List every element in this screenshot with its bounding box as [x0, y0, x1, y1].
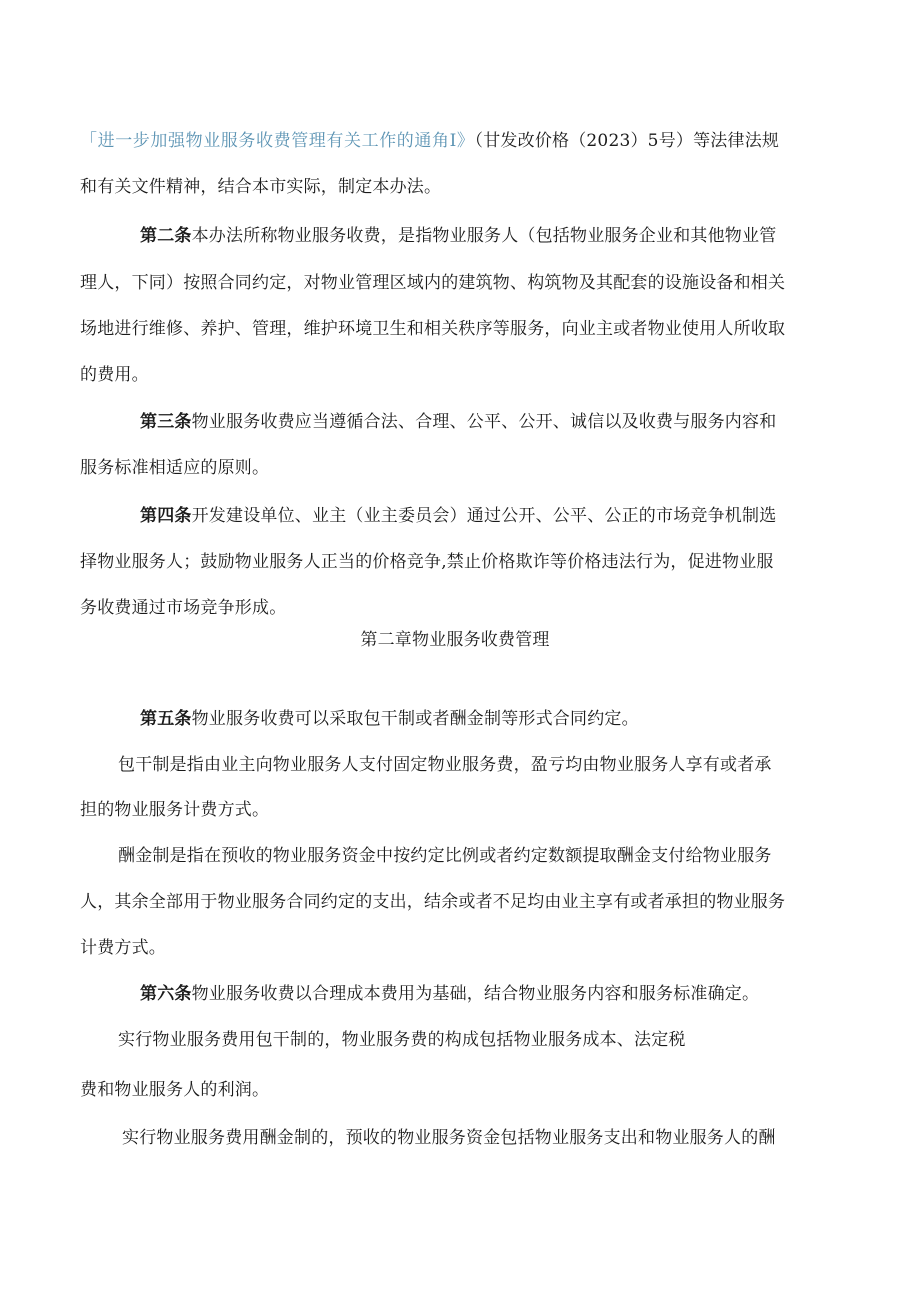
notice-title-link[interactable]: 「进一步加强物业服务收费管理有关工作的通角I》 [80, 131, 475, 151]
article-2-text: 本办法所称物业服务收费，是指物业服务人（包括物业服务企业和其他物业管 [191, 226, 777, 246]
article-3-line-2: 服务标准相适应的原则。 [80, 458, 270, 478]
chapter-2-heading: 第二章物业服务收费管理 [360, 630, 550, 650]
article-5-text: 物业服务收费可以采取包干制或者酬金制等形式合同约定。 [191, 709, 639, 729]
article-6-text: 物业服务收费以合理成本费用为基础，结合物业服务内容和服务标准确定。 [191, 984, 760, 1004]
remuneration-cost-line-1: 实行物业服务费用酬金制的，预收的物业服务资金包括物业服务支出和物业服务人的酬 [122, 1128, 776, 1148]
article-3-text: 物业服务收费应当遵循合法、合理、公平、公开、诚信以及收费与服务内容和 [191, 412, 777, 432]
article-3-line-1 [140, 411, 776, 433]
article-2-label: 第二条 [140, 226, 192, 246]
remuneration-para-line-3: 计费方式。 [80, 938, 166, 958]
intro-line-1 [80, 130, 779, 152]
article-5-line-1 [140, 708, 639, 730]
intro-line-1-rest: （甘发改价格（2023）5号）等法律法规 [474, 131, 780, 151]
article-2-line-1 [140, 225, 776, 247]
article-2-line-3: 场地进行维修、养护、管理，维护环境卫生和相关秩序等服务，向业主或者物业使用人所收取 [80, 319, 786, 339]
article-4-text: 开发建设单位、业主（业主委员会）通过公开、公平、公正的市场竞争机制选 [191, 506, 777, 526]
lump-sum-cost-line-2: 费和物业服务人的利润。 [80, 1080, 270, 1100]
article-6-line-1 [140, 983, 759, 1005]
remuneration-para-line-2: 人，其余全部用于物业服务合同约定的支出，结余或者不足均由业主享有或者承担的物业服务 [80, 892, 786, 912]
lump-sum-para-line-1: 包干制是指由业主向物业服务人支付固定物业服务费，盈亏均由物业服务人享有或者承 [118, 755, 772, 775]
intro-line-2: 和有关文件精神，结合本市实际，制定本办法。 [80, 177, 442, 197]
article-4-line-3: 务收费通过市场竞争形成。 [80, 598, 287, 618]
article-4-line-2: 择物业服务人；鼓励物业服务人正当的价格竞争,禁止价格欺诈等价格违法行为，促进物业服 [80, 552, 774, 572]
article-2-line-4: 的费用。 [80, 365, 149, 385]
article-6-label: 第六条 [140, 984, 192, 1004]
article-2-line-2: 理人，下同）按照合同约定，对物业管理区域内的建筑物、构筑物及其配套的设施设备和相关 [80, 273, 786, 293]
lump-sum-para-line-2: 担的物业服务计费方式。 [80, 800, 270, 820]
article-4-line-1 [140, 505, 776, 527]
article-5-label: 第五条 [140, 709, 192, 729]
article-4-label: 第四条 [140, 506, 192, 526]
lump-sum-cost-line-1: 实行物业服务费用包干制的，物业服务费的构成包括物业服务成本、法定税 [118, 1030, 686, 1050]
remuneration-para-line-1: 酬金制是指在预收的物业服务资金中按约定比例或者约定数额提取酬金支付给物业服务 [118, 846, 772, 866]
article-3-label: 第三条 [140, 412, 192, 432]
